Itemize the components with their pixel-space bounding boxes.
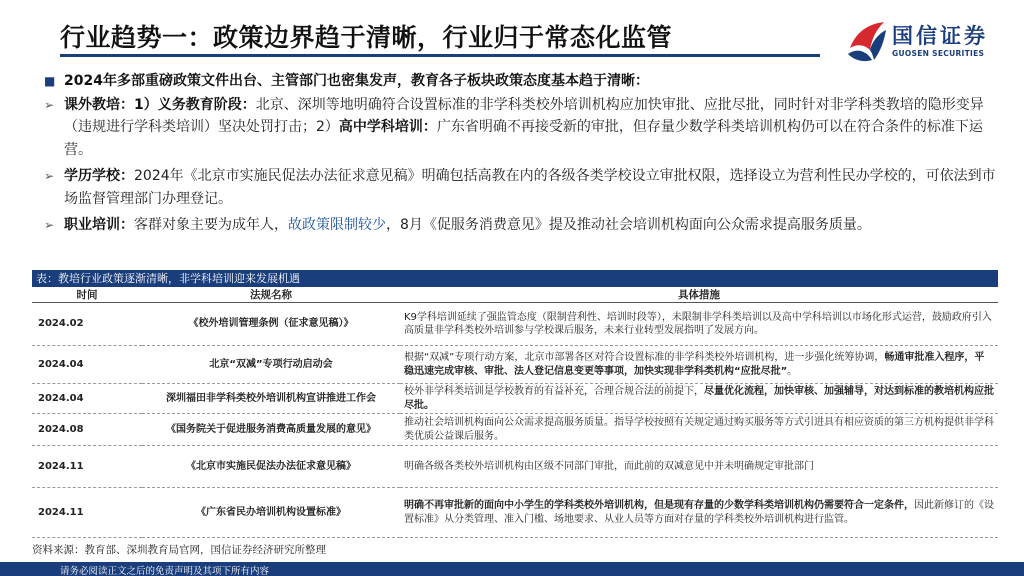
paragraph-vocational <box>40 214 1000 237</box>
p1-sub2-text: 广东省明确不再接受新的审批，但存量少数学科类培训机构仍可以在符合条件的标准下运营。 <box>64 119 983 158</box>
lead-text: 2024年多部重磅政策文件出台、主管部门也密集发声，教育各子板块政策态度基本趋于清晰： <box>64 73 649 89</box>
title-underline <box>60 54 820 57</box>
measure-bold-text: 尽量优化流程，加快审核、加强辅导，对达到标准的教培机构应批尽批。 <box>404 386 994 411</box>
arrow-bullet-icon: ➢ <box>44 218 55 232</box>
cell-name: 深圳福田非学科类校外培训机构宣讲推进工作会 <box>142 384 400 414</box>
cell-measures <box>400 384 998 414</box>
cell-time: 2024.08 <box>32 414 142 446</box>
table-row <box>32 303 998 346</box>
measure-bold-text: 畅通审批准入程序，平稳迅速完成审核、审批、法人登记信息变更等事项，加快实现非学科类机构“应批尽批” <box>404 352 985 377</box>
column-header-measures: 具体措施 <box>400 287 998 303</box>
measure-text: K9学科培训延续了强监管态度（限制营利性、培训时段等），未限制非学科类培训以及高中学科培训以市场化形式运营，鼓励政府引入高质量非学科类校外培训参与学校课后服务，未来行业转型发展指明了发展方向。 <box>404 311 992 336</box>
cell-measures <box>400 346 998 384</box>
source-note: 资料来源：教育部、深圳教育局官网，国信证券经济研究所整理 <box>32 544 326 556</box>
p3-text-2: ，8月《促服务消费意见》提及推动社会培训机构面向公众需求提高服务质量。 <box>386 217 871 233</box>
cell-measures <box>400 303 998 346</box>
policy-table <box>32 287 998 538</box>
measure-tail-text: 因此新修订的《设置标准》从分类管理、准入门槛、场地要求、从业人员等方面对存量的学科类校外培训机构进行监管。 <box>404 500 994 525</box>
square-bullet-icon: ■ <box>44 74 56 88</box>
table-row <box>32 384 998 414</box>
table-row <box>32 346 998 384</box>
company-logo <box>846 16 1016 72</box>
logo-name: 国信证券 <box>892 24 988 48</box>
p1-sub2-number: 2） <box>316 119 339 135</box>
table-caption: 表：教培行业政策逐渐清晰，非学科培训迎来发展机遇 <box>32 270 998 287</box>
cell-name: 《校外培训管理条例（征求意见稿）》 <box>142 303 400 346</box>
column-header-name: 法规名称 <box>142 287 400 303</box>
cell-measures <box>400 414 998 446</box>
cell-time: 2024.04 <box>32 346 142 384</box>
cell-time: 2024.04 <box>32 384 142 414</box>
table-header-row <box>32 287 998 303</box>
column-header-time: 时间 <box>32 287 142 303</box>
slide-title: 行业趋势一：政策边界趋于清晰，行业归于常态化监管 <box>60 23 673 52</box>
p2-heading: 学历学校： <box>64 168 134 184</box>
p1-sub2-heading: 高中学科培训： <box>338 119 437 135</box>
cell-time: 2024.02 <box>32 303 142 346</box>
table-row <box>32 488 998 538</box>
p1-heading: 课外教培： <box>64 96 134 113</box>
measure-text: 明确各级各类校外培训机构由区级不同部门审批，而此前的双减意见中并未明确规定审批部门 <box>404 460 814 472</box>
arrow-bullet-icon: ➢ <box>44 169 55 183</box>
cell-time: 2024.11 <box>32 446 142 488</box>
lead-paragraph <box>40 70 1000 93</box>
cell-name: 《北京市实施民促法办法征求意见稿》 <box>142 446 400 488</box>
paragraph-degree-schools <box>40 165 1000 210</box>
measure-text: 校外非学科类培训是学校教育的有益补充，合理合规合法的前提下， <box>404 386 704 397</box>
p3-heading: 职业培训： <box>64 217 134 233</box>
logo-english-name: GUOSEN SECURITIES <box>892 49 985 58</box>
footer-disclaimer: 请务必阅读正文之后的免责声明及其项下所有内容 <box>60 566 270 576</box>
measure-tail-text: 。 <box>787 365 798 377</box>
p2-text: 2024年《北京市实施民促法办法征求意见稿》明确包括高教在内的各级各类学校设立审批权限，选择设立为营利性民办学校的，可依法到市场监督管理部门办理登记。 <box>64 168 996 207</box>
measure-bold-text: 明确不再审批新的面向中小学生的学科类校外培训机构，但是现有存量的少数学科类培训机构仍需要符合一定条件， <box>404 500 914 511</box>
p3-text-1: 客群对象主要为成年人， <box>134 217 288 233</box>
cell-name: 《广东省民办培训机构设置标准》 <box>142 488 400 538</box>
p3-highlight-text: 故政策限制较少 <box>288 217 386 233</box>
table-row <box>32 414 998 446</box>
p1-sub1-text: 北京、深圳等地明确符合设置标准的非学科类校外培训机构应加快审批、应批尽批，同时针对非学科类教培的隐形变异（违规进行学科类培训）坚决处罚打击； <box>64 96 984 135</box>
logo-mark-icon <box>846 20 888 64</box>
measure-text: 推动社会培训机构面向公众需求提高服务质量。指导学校按照有关规定通过购买服务等方式引进具有相应资质的第三方机构提供非学科类优质公益课后服务。 <box>404 417 994 442</box>
cell-time: 2024.11 <box>32 488 142 538</box>
p1-sub1-heading: 1）义务教育阶段： <box>134 96 256 113</box>
cell-measures <box>400 446 998 488</box>
arrow-bullet-icon: ➢ <box>44 97 55 112</box>
cell-name: 北京“双减”专项行动启动会 <box>142 346 400 384</box>
body-text <box>40 70 1000 241</box>
cell-name: 《国务院关于促进服务消费高质量发展的意见》 <box>142 414 400 446</box>
cell-measures <box>400 488 998 538</box>
measure-text: 根据“双减”专项行动方案，北京市部署各区对符合设置标准的非学科类校外培训机构，进一步强化统筹协调， <box>404 352 885 363</box>
paragraph-extracurricular <box>40 94 1000 162</box>
table-row <box>32 446 998 488</box>
